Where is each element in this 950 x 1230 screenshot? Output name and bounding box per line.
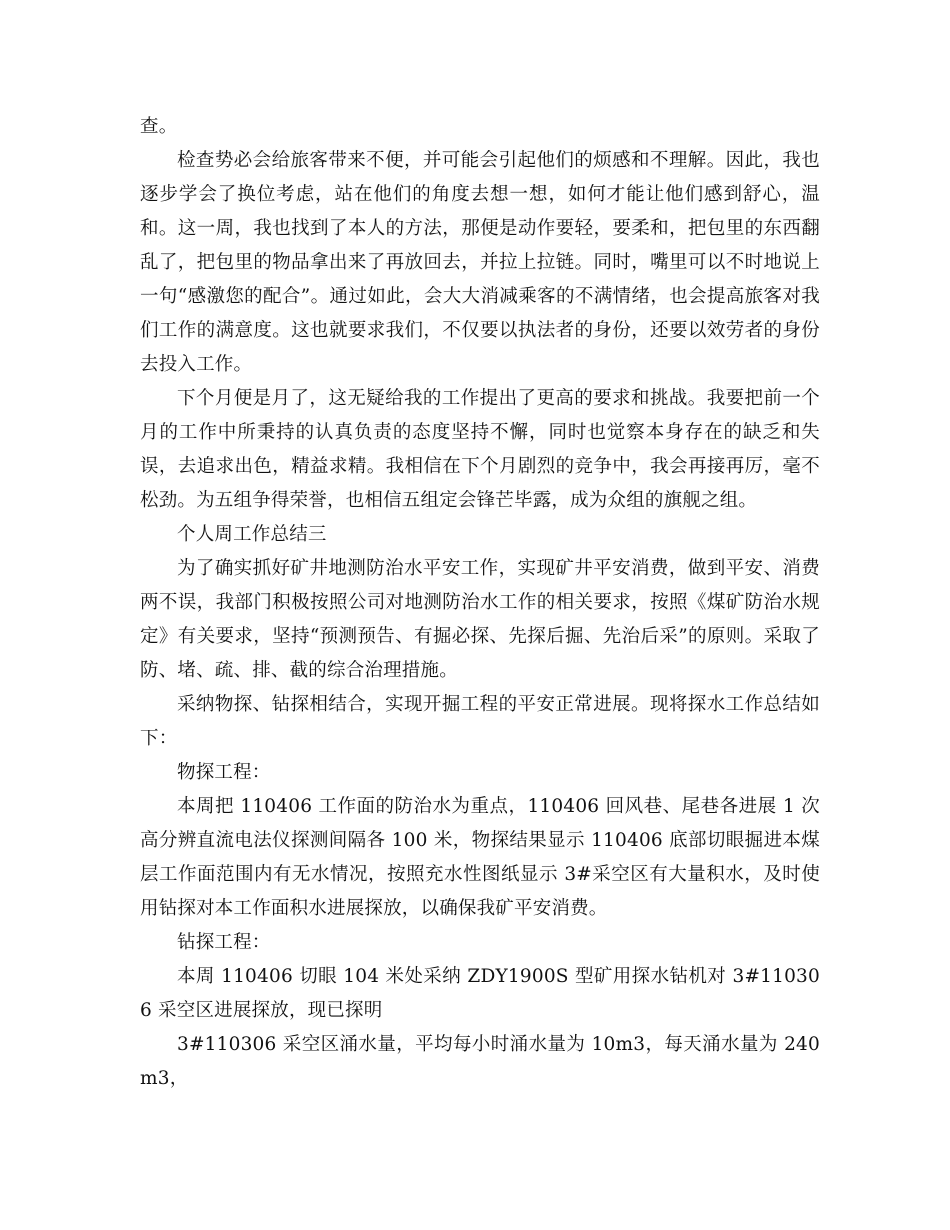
paragraph: 检查势必会给旅客带来不便，并可能会引起他们的烦感和不理解。因此，我也逐步学会了换位考虑，站在他们的角度去想一想，如何才能让他们感到舒心，温和。这一周，我也找到了本人的方法，那便是动作要轻，要柔和，把包里的东西翻乱了，把包里的物品拿出来了再放回去，并拉上拉链。同时，嘴里可以不时地说上一句“感激您的配合”。通过如此，会大大消减乘客的不满情绪，也会提高旅客对我们工作的满意度。这也就要求我们，不仅要以执法者的身份，还要以效劳者的身份去投入工作。 [140, 150, 820, 375]
section-heading: 个人周工作总结三 [177, 524, 327, 545]
subheading: 物探工程： [177, 762, 271, 783]
paragraph: 本周 110406 切眼 104 米处采纳 ZDY1900S 型矿用探水钻机对 3#110306 采空区进展探放，现已探明 [140, 966, 820, 1021]
paragraph: 3#110306 采空区涌水量，平均每小时涌水量为 10m3，每天涌水量为 240m3， [140, 1034, 820, 1089]
document-body [140, 110, 820, 1096]
paragraph: 本周把 110406 工作面的防治水为重点，110406 回风巷、尾巷各进展 1 次高分辨直流电法仪探测间隔各 100 米，物探结果显示 110406 底部切眼掘进本煤层工作面范围内有无水情况，按照充水性图纸显示 3#采空区有大量积水，及时使用钻探对本工作面积水进展探放，以确保我矿平安消费。 [140, 796, 820, 919]
paragraph: 为了确实抓好矿井地测防治水平安工作，实现矿井平安消费，做到平安、消费两不误，我部门积极按照公司对地测防治水工作的相关要求，按照《煤矿防治水规定》有关要求，坚持“预测预告、有掘必探、先探后掘、先治后采”的原则。采取了防、堵、疏、排、截的综合治理措施。 [140, 558, 820, 681]
paragraph: 下个月便是月了，这无疑给我的工作提出了更高的要求和挑战。我要把前一个月的工作中所秉持的认真负责的态度坚持不懈，同时也觉察本身存在的缺乏和失误，去追求出色，精益求精。我相信在下个月剧烈的竞争中，我会再接再厉，毫不松劲。为五组争得荣誉，也相信五组定会锋芒毕露，成为众组的旗舰之组。 [140, 388, 820, 511]
paragraph: 采纳物探、钻探相结合，实现开掘工程的平安正常进展。现将探水工作总结如下： [140, 694, 820, 749]
paragraph: 查。 [140, 116, 178, 137]
subheading: 钻探工程： [177, 932, 271, 953]
